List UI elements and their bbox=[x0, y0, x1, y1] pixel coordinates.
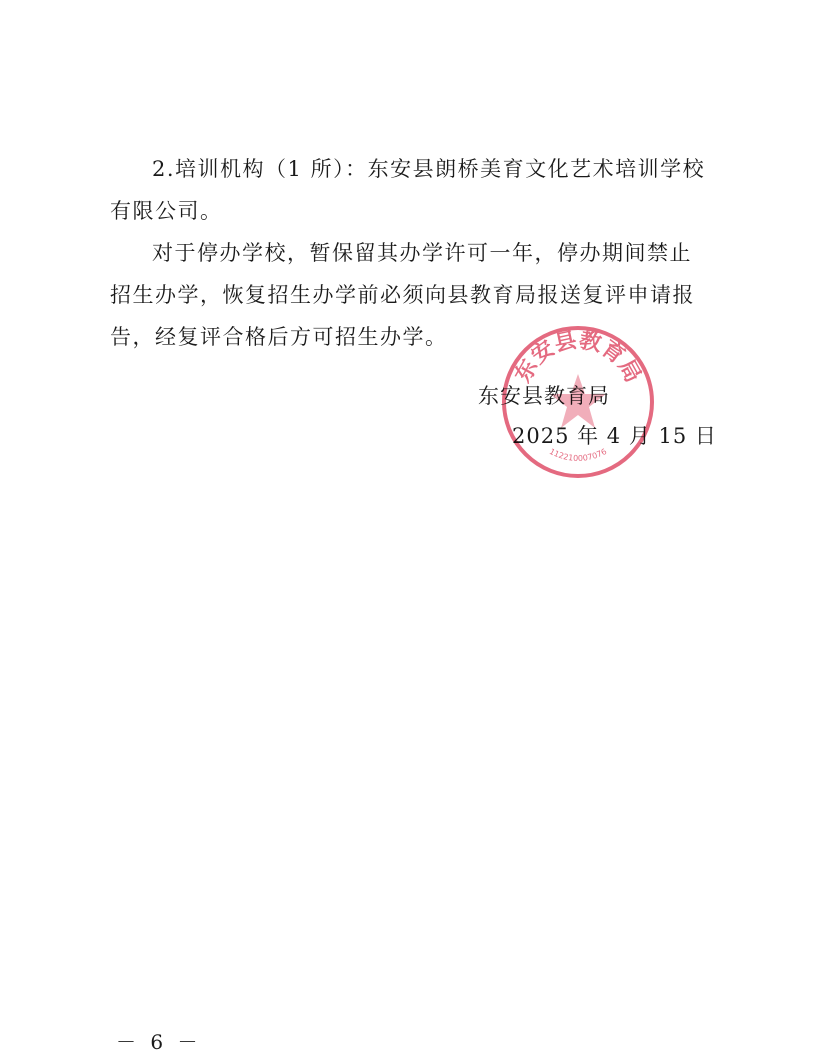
seal-text: 东安县教育局 bbox=[509, 327, 647, 387]
issuer-signature: 东安县教育局 bbox=[478, 384, 610, 408]
paragraph-text: 对于停办学校，暂保留其办学许可一年，停办期间禁止招生办学，恢复招生办学前必须向县教育局报送复评申请报告，经复评合格后方可招生办学。 bbox=[110, 241, 695, 349]
issue-date: 2025 年 4 月 15 日 bbox=[512, 424, 717, 448]
paragraph-suspension-notice bbox=[110, 232, 710, 358]
paragraph-text: 2.培训机构（1 所）：东安县朗桥美育文化艺术培训学校有限公司。 bbox=[110, 157, 706, 223]
page-number: － 6 － bbox=[116, 1030, 202, 1054]
paragraph-training-institution bbox=[110, 148, 710, 232]
seal-code: 112210007076 bbox=[547, 446, 609, 463]
